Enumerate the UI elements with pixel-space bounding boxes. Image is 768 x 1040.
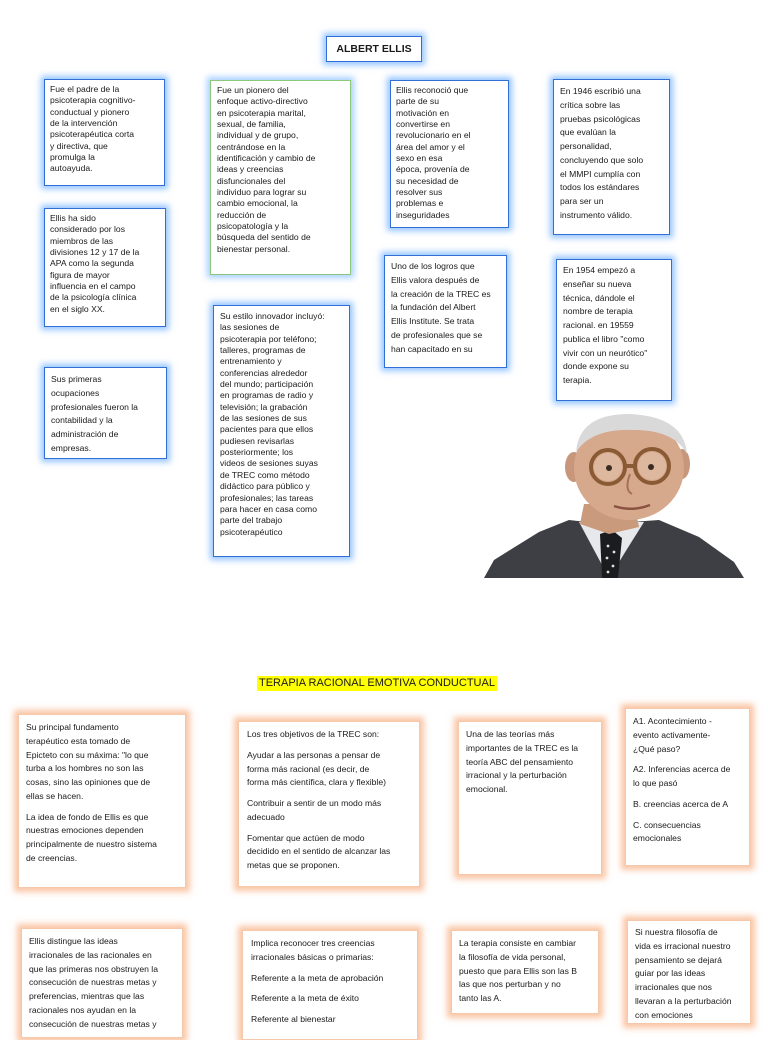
concept-box-pioneer bbox=[210, 80, 351, 275]
trec-text: Referente a la meta de éxito bbox=[251, 993, 359, 1004]
trec-box-irrational-philosophy bbox=[627, 920, 751, 1024]
section-title: TERAPIA RACIONAL EMOTIVA CONDUCTUAL bbox=[259, 677, 495, 689]
trec-text: Fomentar que actúen de modo decidido en el sentido de alcanzar las metas que se proponen. bbox=[247, 832, 391, 870]
trec-box-life-philosophy bbox=[451, 930, 599, 1014]
trec-box-abc-list bbox=[625, 708, 750, 866]
concept-text: Su estilo innovador incluyó: las sesiones de psicoterapia por teléfono; talleres, programas de entrenamiento y conferencias alrededor del mundo; participación en programas de radio y televisión; la grabación de las sesiones de sus pacientes para que ellos pudiesen revisarlas posteriormente; los videos de sesiones suyas de TREC como método didáctico para público y profesionales; las tareas para hacer en casa como parte del trabajo psicoterapéutico bbox=[220, 311, 325, 537]
trec-text: Contribuir a sentir de un modo más adecuado bbox=[247, 798, 382, 822]
concept-box-1954 bbox=[556, 259, 672, 401]
trec-text: B. creencias acerca de A bbox=[633, 798, 729, 809]
concept-box-first-jobs bbox=[44, 367, 167, 459]
trec-text: Su principal fundamento terapéutico esta tomado de Epicteto con su máxima: "lo que turba a los hombres no son las cosas, sino las opiniones que de ellas se hacen. bbox=[26, 722, 151, 801]
trec-text: Implica reconocer tres creencias irracionales básicas o primarias: bbox=[251, 938, 375, 962]
concept-text: Sus primeras ocupaciones profesionales fueron la contabilidad y la administración de empresas. bbox=[51, 374, 138, 453]
concept-text: En 1954 empezó a enseñar su nueva técnica, dándole el nombre de terapia racional. en 19559 publica el libro "como vivir con un neurótico" donde expone su terapia. bbox=[563, 265, 648, 385]
concept-text: Fue el padre de la psicoterapia cognitivo- conductual y pionero de la intervención psicoterapéutica corta y directiva, que promulga la autoayuda. bbox=[50, 84, 136, 174]
concept-text: Uno de los logros que Ellis valora después de la creación de la TREC es la fundación del Albert Ellis Institute. Se trata de profesionales que se han capacitado en su bbox=[391, 261, 491, 354]
albert-ellis-portrait bbox=[484, 412, 744, 578]
trec-text: C. consecuencias emocionales bbox=[633, 819, 701, 844]
trec-text: Los tres objetivos de la TREC son: bbox=[247, 729, 380, 739]
trec-box-objectives bbox=[238, 721, 420, 887]
trec-text: Una de las teorías más importantes de la TREC es la teoría ABC del pensamiento irracional y la perturbación emocional. bbox=[466, 729, 579, 794]
concept-box-father-cbt bbox=[44, 79, 165, 186]
trec-text: La idea de fondo de Ellis es que nuestras emociones dependen principalmente de nuestro sistema de creencias. bbox=[26, 811, 157, 863]
concept-box-institute bbox=[384, 255, 507, 368]
trec-text: A1. Acontecimiento - evento activamente- ¿Qué paso? bbox=[633, 716, 712, 754]
trec-text: Si nuestra filosofía de vida es irracional nuestro pensamiento se dejará guiar por las ideas irracionales que nos llevaran a la perturbación con emociones bbox=[635, 927, 732, 1020]
concept-box-apa bbox=[44, 208, 166, 327]
concept-text: En 1946 escribió una crítica sobre las pruebas psicológicas que evalúan la personalidad, concluyendo que solo el MMPI cumplía con todos los estándares para ser un instrumento válido. bbox=[560, 86, 644, 220]
trec-text: La terapia consiste en cambiar la filosofía de vida personal, puesto que para Ellis son las B las que nos perturban y no tanto las A. bbox=[459, 938, 577, 1003]
concept-text: Ellis reconoció que parte de su motivación en convertirse en revolucionario en el área del amor y el sexo en esa época, provenía de su necesidad de resolver sus problemas e inseguridades bbox=[396, 85, 471, 220]
trec-box-abc-theory bbox=[458, 721, 602, 875]
trec-box-irrational-ideas bbox=[21, 928, 183, 1038]
concept-box-revolution bbox=[390, 80, 509, 228]
concept-text: Fue un pionero del enfoque activo-directivo en psicoterapia marital, sexual, de familia, individual y de grupo, centrándose en la identificación y cambio de ideas y creencias disfuncionales del individuo para lograr su cambio emocional, la reducción de psicopatología y la búsqueda del sentido de bienestar personal. bbox=[217, 85, 316, 254]
trec-text: Referente a la meta de aprobación bbox=[251, 972, 384, 983]
concept-box-innovative-style bbox=[213, 305, 350, 557]
trec-text: Ellis distingue las ideas irracionales de las racionales en que las primeras nos obstruyen la consecución de nuestras metas y preferencias, mientras que las racionales nos ayudan en la consecución de nuestras metas y bbox=[29, 936, 158, 1029]
trec-text: A2. Inferencias acerca de lo que pasó bbox=[633, 764, 731, 788]
page-title: ALBERT ELLIS bbox=[326, 36, 422, 62]
concept-box-mmpi bbox=[553, 79, 670, 235]
trec-box-foundation bbox=[18, 714, 186, 888]
trec-text: Ayudar a las personas a pensar de forma más racional (es decir, de forma más científica, clara y flexible) bbox=[247, 749, 386, 788]
trec-text: Referente al bienestar bbox=[251, 1014, 336, 1024]
concept-text: Ellis ha sido considerado por los miembros de las divisiones 12 y 17 de la APA como la segunda figura de mayor influencia en el campo de la psicología clínica en el siglo XX. bbox=[50, 213, 140, 314]
